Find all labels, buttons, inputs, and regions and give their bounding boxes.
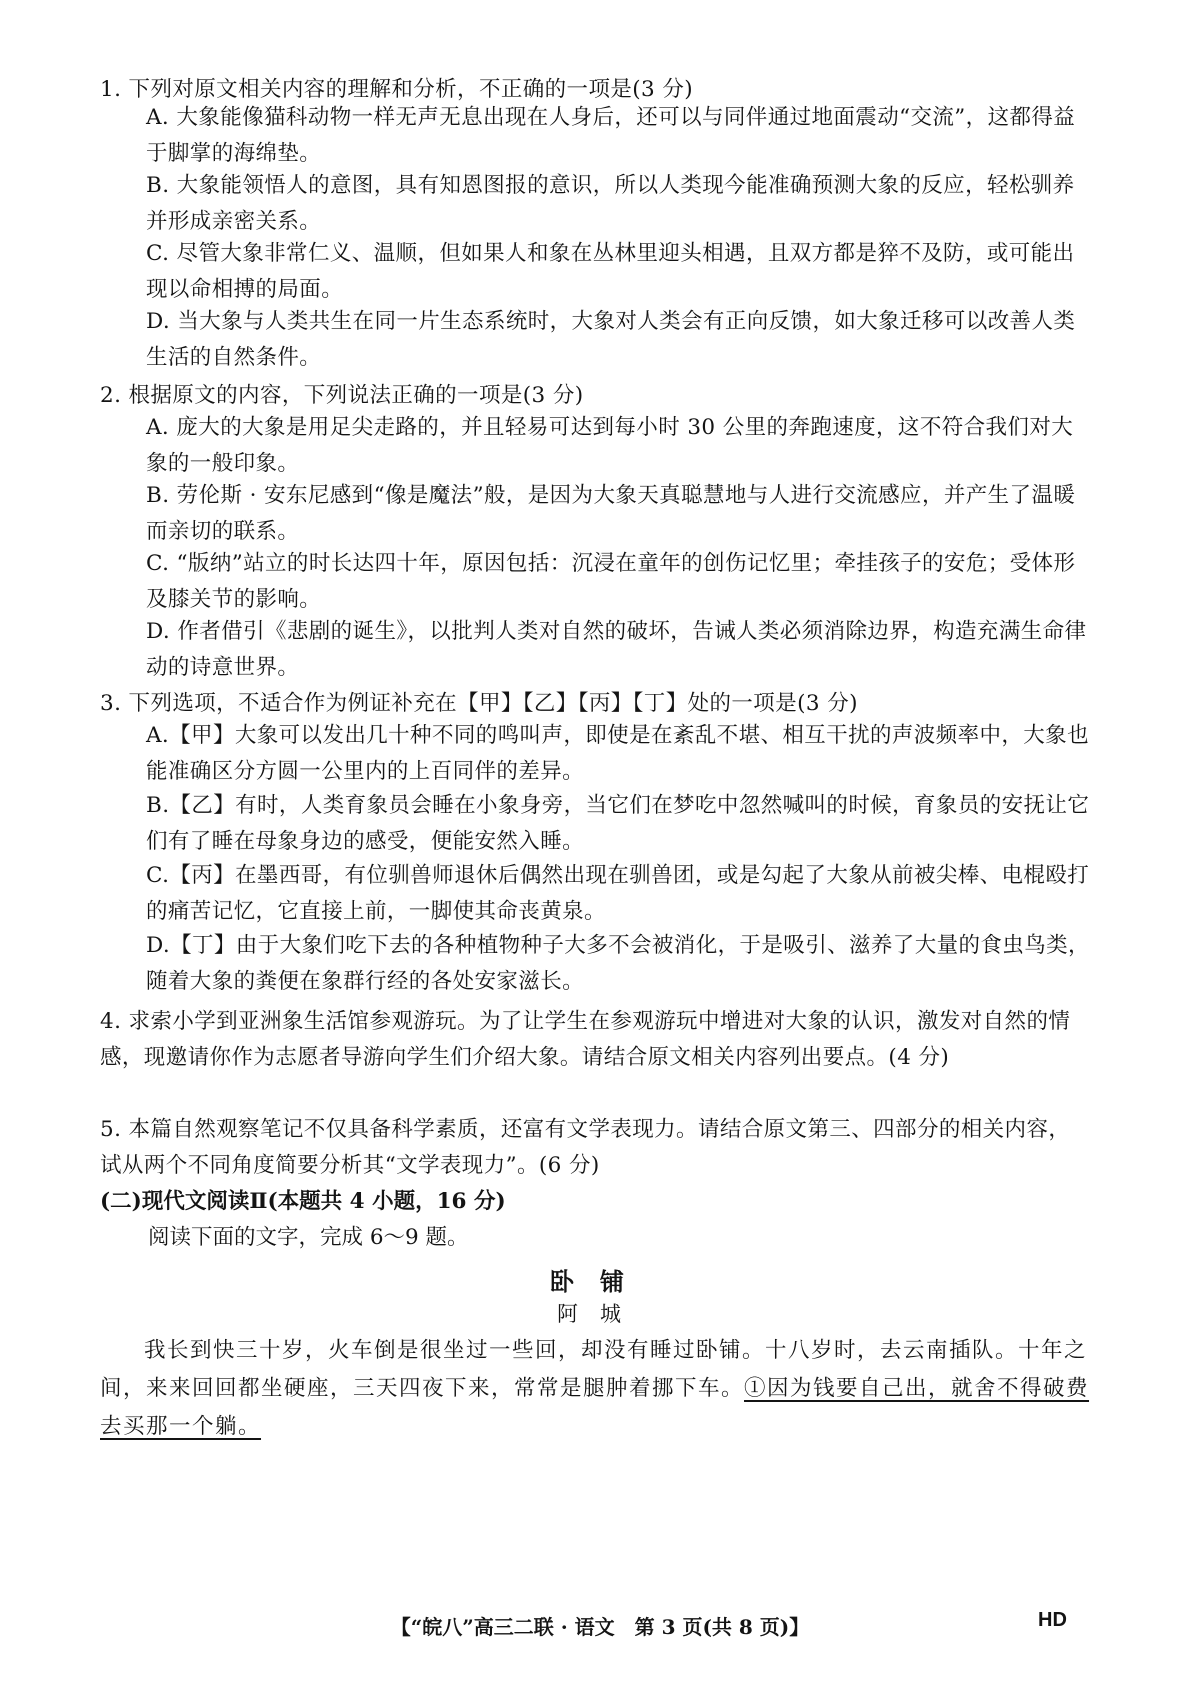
question-2-option-a: A. 庞大的大象是用足尖走路的，并且轻易可达到每小时 30 公里的奔跑速度，这不符合我们对大象的一般印象。 — [146, 415, 1074, 476]
page-footer: 【“皖八”高三二联 · 语文 第 3 页(共 8 页)】 — [390, 1615, 810, 1639]
question-1-option-c: C. 尽管大象非常仁义、温顺，但如果人和象在丛林里迎头相遇，且双方都是猝不及防，或可能出现以命相搏的局面。 — [146, 241, 1075, 302]
question-1-stem: 1. 下列对原文相关内容的理解和分析，不正确的一项是(3 分) — [100, 77, 694, 102]
question-3-stem: 3. 下列选项，不适合作为例证补充在【甲】【乙】【丙】【丁】处的一项是(3 分) — [100, 691, 858, 716]
question-5-stem: 5. 本篇自然观察笔记不仅具备科学素质，还富有文学表现力。请结合原文第三、四部分的相关内容，试从两个不同角度简要分析其“文学表现力”。(6 分) — [100, 1117, 1071, 1178]
section-heading-text: (二)现代文阅读Ⅱ(本题共 4 小题，16 分) — [100, 1189, 506, 1214]
marked-sentence-1: ①因为钱要自己出，就舍不得破费去买那一个躺。 — [100, 1376, 1090, 1439]
question-2-option-c: C. “版纳”站立的时长达四十年，原因包括：沉浸在童年的创伤记忆里；牵挂孩子的安危；受体形及膝关节的影响。 — [146, 551, 1076, 612]
question-3-option-d: D.【丁】由于大象们吃下去的各种植物种子大多不会被消化，于是吸引、滋养了大量的食虫鸟类，随着大象的粪便在象群行经的各处安家滋长。 — [146, 933, 1090, 994]
paragraph-text: 我长到快三十岁，火车倒是很坐过一些回，却没有睡过卧铺。十八岁时，去云南插队。十年之间，来来回回都坐硬座，三天四夜下来，常常是腿肿着挪下车。 — [100, 1338, 1088, 1401]
article-author: 阿城 — [557, 1302, 643, 1326]
question-1-option-a: A. 大象能像猫科动物一样无声无息出现在人身后，还可以与同伴通过地面震动“交流”，这都得益于脚掌的海绵垫。 — [146, 105, 1076, 166]
question-2-stem: 2. 根据原文的内容，下列说法正确的一项是(3 分) — [100, 383, 584, 408]
question-3-option-c: C.【丙】在墨西哥，有位驯兽师退休后偶然出现在驯兽团，或是勾起了大象从前被尖棒、电棍殴打的痛苦记忆，它直接上前，一脚使其命丧黄泉。 — [146, 863, 1090, 924]
reading-instruction: 阅读下面的文字，完成 6～9 题。 — [148, 1225, 469, 1250]
question-2-option-b: B. 劳伦斯 · 安东尼感到“像是魔法”般，是因为大象天真聪慧地与人进行交流感应，并产生了温暖而亲切的联系。 — [146, 483, 1076, 544]
question-2-option-d: D. 作者借引《悲剧的诞生》，以批判人类对自然的破坏，告诫人类必须消除边界，构造充满生命律动的诗意世界。 — [146, 619, 1087, 680]
question-1-option-b: B. 大象能领悟人的意图，具有知恩图报的意识，所以人类现今能准确预测大象的反应，轻松驯养并形成亲密关系。 — [146, 173, 1075, 234]
article-title: 卧铺 — [550, 1267, 650, 1296]
article-paragraph-1 — [100, 1332, 1090, 1446]
section-heading — [100, 1184, 506, 1220]
question-1-option-d: D. 当大象与人类共生在同一片生态系统时，大象对人类会有正向反馈，如大象迁移可以改善人类生活的自然条件。 — [146, 309, 1076, 370]
question-3-option-b: B.【乙】有时，人类育象员会睡在小象身旁，当它们在梦吃中忽然喊叫的时候，育象员的安抚让它们有了睡在母象身边的感受，便能安然入睡。 — [146, 793, 1090, 854]
paper-code: HD — [1038, 1609, 1067, 1631]
question-3-option-a: A.【甲】大象可以发出几十种不同的鸣叫声，即使是在紊乱不堪、相互干扰的声波频率中，大象也能准确区分方圆一公里内的上百同伴的差异。 — [146, 723, 1089, 784]
question-4-stem: 4. 求索小学到亚洲象生活馆参观游玩。为了让学生在参观游玩中增进对大象的认识，激发对自然的情感，现邀请你作为志愿者导游向学生们介绍大象。请结合原文相关内容列出要点。(4 分) — [100, 1009, 1071, 1070]
